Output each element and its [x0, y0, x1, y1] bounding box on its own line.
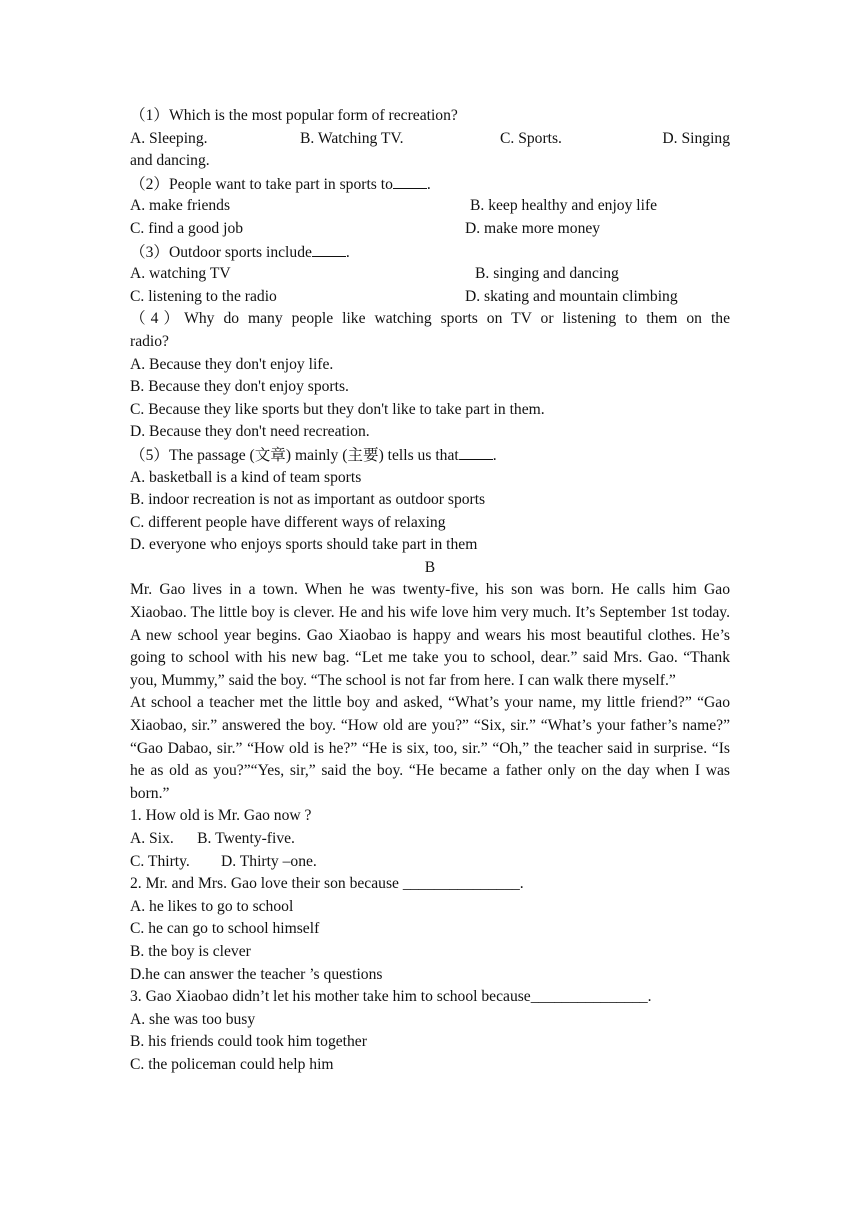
q2-option-c: C. find a good job — [130, 219, 244, 237]
b-q1-options-cd: C. Thirty. D. Thirty –one. — [130, 852, 317, 870]
b-q3-option-b: B. his friends could took him together — [130, 1033, 367, 1051]
q3-options-ab — [130, 263, 730, 286]
q5-stem-line — [130, 444, 730, 467]
q2-stem-end: . — [426, 175, 431, 193]
q3-blank — [312, 241, 346, 257]
b-q2-option-d: D.he can answer the teacher ’s questions — [130, 965, 383, 983]
q1-option-a: A. Sleeping. — [130, 129, 208, 147]
q3-option-a: A. watching TV — [130, 265, 231, 283]
b-q1-stem: 1. How old is Mr. Gao now ? — [130, 807, 312, 825]
q2-options-cd — [130, 218, 730, 241]
q3-options-cd — [130, 286, 730, 309]
q4-stem: （4）Why do many people like watching sports on TV or listening to them on the — [130, 310, 730, 328]
q2-stem: （2）People want to take part in sports to — [130, 175, 393, 193]
q4-stem-continued: radio? — [130, 332, 169, 350]
q5-option-b: B. indoor recreation is not as important as outdoor sports — [130, 491, 486, 509]
q2-option-d: D. make more money — [465, 219, 601, 237]
q1-stem: （1）Which is the most popular form of recreation? — [130, 107, 458, 124]
q4-option-d: D. Because they don't need recreation. — [130, 423, 370, 441]
q3-option-b: B. singing and dancing — [475, 265, 619, 283]
q2-option-a: A. make friends — [130, 197, 231, 215]
q1-option-d-continued: and dancing. — [130, 152, 210, 170]
q5-option-c: C. different people have different ways of relaxing — [130, 513, 446, 531]
q5-blank — [459, 444, 493, 460]
q3-option-d: D. skating and mountain climbing — [465, 287, 678, 305]
q1-option-b: B. Watching TV. — [300, 129, 404, 147]
q4-option-c: C. Because they like sports but they don't like to take part in them. — [130, 400, 545, 418]
q5-stem: （5）The passage (文章) mainly (主要) tells us that — [130, 446, 459, 464]
q4-option-b: B. Because they don't enjoy sports. — [130, 378, 349, 396]
q5-option-d: D. everyone who enjoys sports should take part in them — [130, 536, 478, 554]
q1-option-c: C. Sports. — [500, 129, 562, 147]
q4-option-a: A. Because they don't enjoy life. — [130, 355, 334, 373]
passage-paragraph-2: At school a teacher met the little boy and asked, “What’s your name, my little friend?” “Gao Xiaobao, sir.” answered the boy. “How old are you?” “Six, sir.” “What’s your father’s name?” “Gao Dabao, sir.” “How old is he?” “He is six, too, sir.” “Oh,” the teacher said in surprise. “Is he as old as you?”“Yes, sir,” said the boy. “He became a father only on the day when I was born.” — [130, 694, 730, 802]
b-q3-option-c: C. the policeman could help him — [130, 1055, 334, 1073]
q3-stem: （3）Outdoor sports include — [130, 243, 312, 261]
q2-options-ab — [130, 195, 730, 218]
b-q2-option-b: B. the boy is clever — [130, 942, 251, 960]
q5-stem-end: . — [492, 446, 497, 464]
q1-options — [130, 128, 730, 151]
b-q2-option-c: C. he can go to school himself — [130, 920, 320, 938]
q3-option-c: C. listening to the radio — [130, 287, 277, 305]
q2-option-b: B. keep healthy and enjoy life — [470, 197, 658, 215]
q5-option-a: A. basketball is a kind of team sports — [130, 468, 362, 486]
q2-blank — [393, 173, 427, 189]
b-q3-stem: 3. Gao Xiaobao didn’t let his mother take him to school because_______________. — [130, 988, 652, 1006]
q1-option-d: D. Singing — [662, 129, 730, 147]
section-b-heading: B — [424, 558, 436, 576]
b-q1-options-ab: A. Six. B. Twenty-five. — [130, 830, 295, 847]
b-q3-option-a: A. she was too busy — [130, 1010, 256, 1028]
document-page — [130, 105, 730, 1077]
b-q2-option-a: A. he likes to go to school — [130, 897, 294, 915]
passage-paragraph-1: Mr. Gao lives in a town. When he was twenty-five, his son was born. He calls him Gao Xiaobao. The little boy is clever. He and his wife love him very much. It’s September 1st today. A new school year begins. Gao Xiaobao is happy and wears his most beautiful clothes. He’s going to school with his new bag. “Let me take you to school, dear.” said Mrs. Gao. “Thank you, Mummy,” said the boy. “The school is not far from here. I can walk there myself.” — [130, 581, 730, 689]
b-q2-stem: 2. Mr. and Mrs. Gao love their son because _______________. — [130, 875, 524, 893]
q2-stem-line — [130, 173, 730, 196]
q3-stem-end: . — [345, 243, 350, 261]
q3-stem-line — [130, 241, 730, 264]
